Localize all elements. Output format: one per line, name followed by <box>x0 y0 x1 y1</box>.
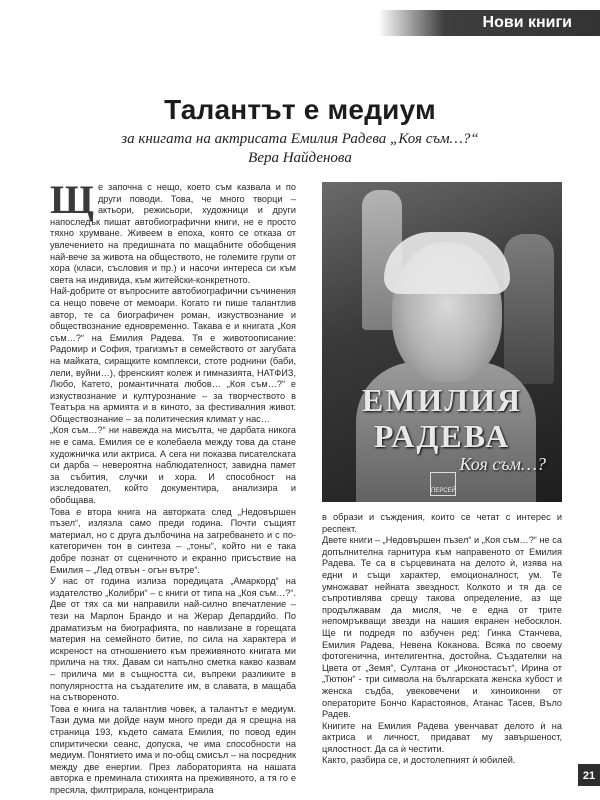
cover-book-title: Коя съм…? <box>459 454 546 474</box>
article-paragraph: Това е книга на талантлив човек, а талантът е медиум. Тази дума ми дойде наум много преди да я срещна на страница 193, където самата Емилия, по повод един спиритически сеанс, допуска, че има способности на медиум. Понятието има и по-общ смисъл – на посредник между две енергии. През лабораторията на нашата авторка е преминала стихията на преживяното, а тя го е пресяла, филтрирала, концентрирала <box>50 703 296 795</box>
drop-cap: Щ <box>50 177 94 222</box>
article-right-column <box>322 512 562 767</box>
article-paragraph: Ще започна с нещо, което съм казвала и по други поводи. Това, че много творци – актьори, режисьори, художници и други напоследък пишат автобиографични книги, не е просто тяхно хрумване. Живеем в епоха, която се отказа от увлечението на предишната по мащабните обобщения най-вече за живота на обществото, не големите групи от хора (класи, съсловия и пр.) и насочи интереса си към света на индивида, към житейски-конкретното. <box>50 177 296 285</box>
article-author: Вера Найденова <box>248 150 352 166</box>
article-paragraph: Както, разбира се, и достолепният ѝ юбилей. <box>322 755 516 766</box>
article-paragraph: Книгите на Емилия Радева увенчават делото ѝ на актриса и личност, придават му завършеност, цялостност. Да са ѝ честити. <box>322 720 562 754</box>
article-paragraph: Това е втора книга на авторката след „Недовършен пъзел“, излязла само преди година. Почти същият материал, но с друга дълбочина на загребването и с по-категоричен тон в синтеза – „тоны“, който ни е така добре познат от сценичното и екранно присъствие на Емилия – „Лед отвън - огън вътре“. <box>50 506 296 575</box>
book-cover-image <box>322 182 562 502</box>
article-paragraph: в образи и съждения, които се четат с интерес и респект. <box>322 512 562 534</box>
article-paragraph: Най-добрите от въпросните автобиографични съчинения са нещо повече от мемоари. Когато ги пише талантлив автор, те са биографичен роман, изкуствознание и обществознание едновременно. Такава е и книгата „Коя съм…?“ на Емилия Радева. Тя е животоописание: Радомир и София, трагизмът в семейството от загубата на майката, сиращките комплекси, стоте роднини (баби, лели, вуйни…), френският колеж и гимназията, НАТФИЗ, Любо, Катето, романтичната любов… „Коя съм…?“ е изкуствознание и културознание – за творчеството в Театъра на армията и в киното, за фестивалния живот. Обществознание – за политическия климат у нас… <box>50 286 296 424</box>
cover-last-name: РАДЕВА <box>373 418 511 454</box>
article-paragraph: Двете книги – „Недовършен пъзел“ и „Коя съм…?“ не са допълнителна гарнитура към направеното от Емилия Радева. Те са в сърцевината на делото ѝ, изява на едни и същи характер, емоционалност, ум. Те умножават нейната звездност. Колкото и тя да се съпротивлява срещу такова определение, аз ще продължавам да мисля, че е една от трите непомръкващи звезди на нашия екранен небосклон. Ще ги подредя по азбучен ред: Гинка Станчева, Емилия Радева, Невена Коканова. Всяка по своему фотогенична, интелигентна, достойна. Създателки на Цвета от „Земя“, Султана от „Иконостасът“, Ирина от „Тютюн“ - три символа на българската женска хубост и женска съдба, увековечени и хиноиконни от операторите Бончо Карастоянов, Атанас Тасев, Вълo Радев. <box>322 535 562 720</box>
article-paragraph: У нас от година излиза поредицата „Амаркорд“ на издателство „Колибри“ – с книги от типа на „Коя съм…?“. Две от тях са ми направили най-силно впечатление – тези на Марлон Брандо и на Жерар Депардийо. По драматизъм на биографията, по навлизане в горещата материя на семейното битие, по сила на характера и искреност на отношението към преживяното книгата ми прилича на тях. Давам си напълно сметка какво казвам – прилича ми в същността си, въпреки разликите в популярността на създателите им, в славата, в мащаба на сътвореното. <box>50 576 296 703</box>
publisher-logo-icon: ПЕРСЕЙ <box>430 472 456 496</box>
section-header-bar <box>378 10 600 36</box>
cover-background-figure <box>504 234 554 384</box>
cover-first-name: ЕМИЛИЯ <box>361 382 523 418</box>
cover-portrait-hair <box>384 232 510 294</box>
article-subtitle: за книгата на актрисата Емилия Радева „Коя съм…?“ <box>121 131 479 147</box>
page-number: 21 <box>582 770 596 782</box>
section-label: Нови книги <box>482 14 572 31</box>
article-left-column <box>50 177 296 796</box>
article-title: Талантът е медиум <box>164 94 436 125</box>
article-paragraph: „Коя съм…?“ ни навежда на мисълта, че дарбата никога не е сама. Емилия се е колебаела между това да стане художничка или актриса. А сега ни показва писателската си дарба – невероятна наблюдателност, завидна памет за събития, случки и хора. И способност на изследовател, който документира, анализира и обобщава. <box>50 425 296 506</box>
